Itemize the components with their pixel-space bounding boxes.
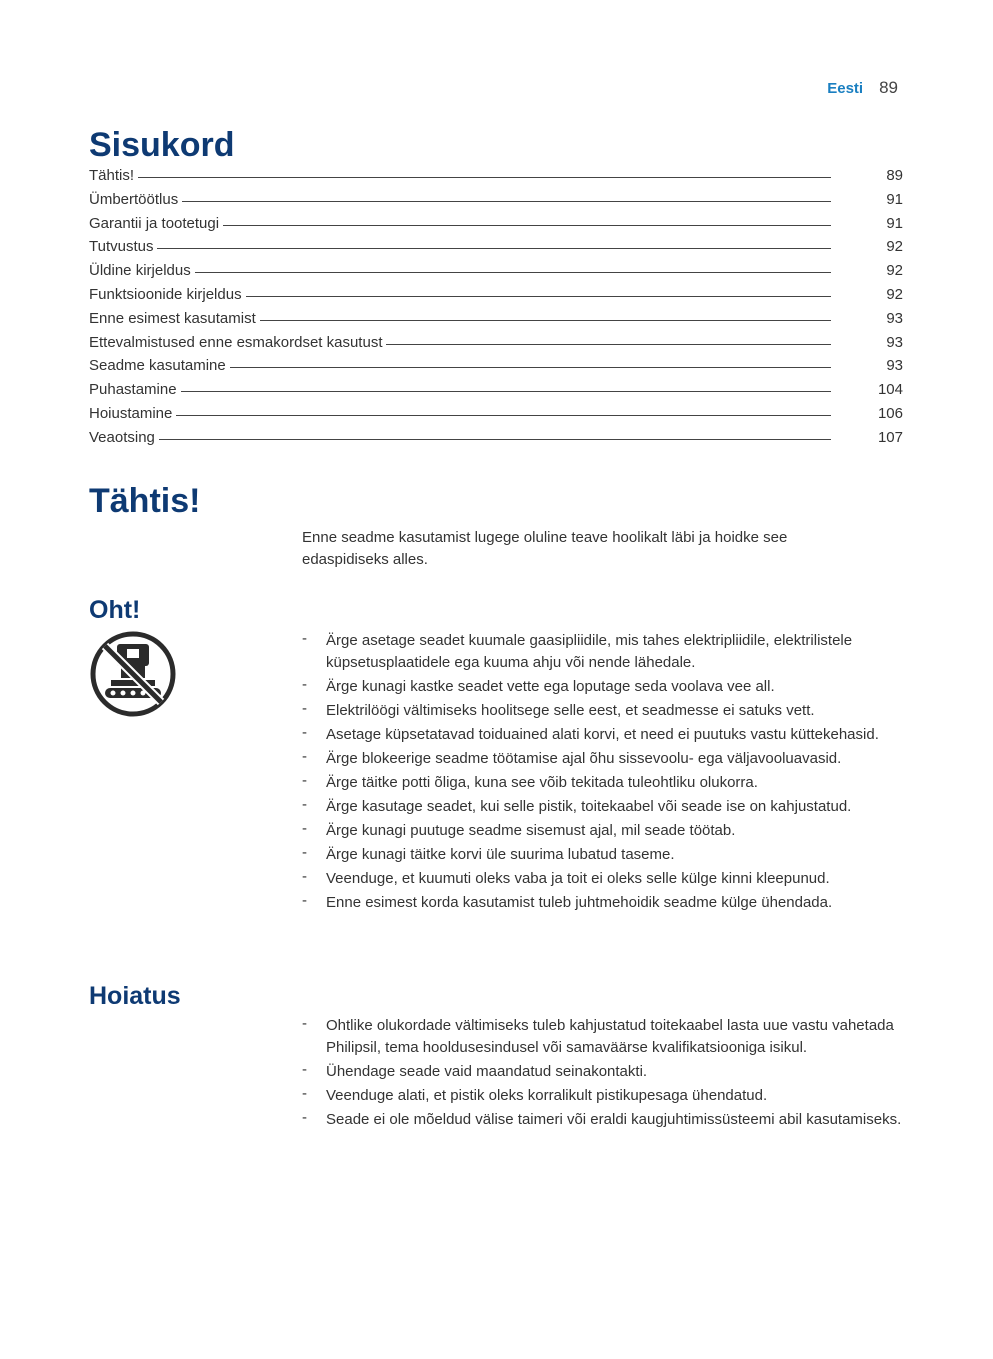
toc-leader-line bbox=[260, 320, 831, 321]
toc-entry-title: Hoiustamine bbox=[89, 404, 173, 422]
toc-entry[interactable] bbox=[89, 215, 903, 239]
toc-entry-title: Tutvustus bbox=[89, 238, 154, 256]
list-item-text: Seade ei ole mõeldud välise taimeri või eraldi kaugjuhtimissüsteemi abil kasutamiseks. bbox=[326, 1110, 902, 1128]
toc-leader-line bbox=[182, 201, 831, 202]
important-intro: Enne seadme kasutamist lugege oluline teave hoolikalt läbi ja hoidke see edaspidiseks alles. bbox=[302, 529, 788, 568]
list-item bbox=[302, 820, 902, 842]
toc-entry-page: 107 bbox=[877, 428, 903, 446]
bullet-dash: - bbox=[302, 1084, 307, 1102]
toc-title: Sisukord bbox=[89, 126, 235, 164]
toc-entry[interactable] bbox=[89, 381, 903, 405]
list-item bbox=[302, 630, 902, 673]
bullet-dash: - bbox=[302, 1015, 307, 1032]
toc-leader-line bbox=[246, 296, 831, 297]
bullet-dash: - bbox=[302, 699, 307, 717]
list-item-text: Ärge blokeerige seadme töötamise ajal õhu sissevoolu- ega väljavooluavasid. bbox=[326, 749, 842, 767]
list-item-text: Ärge kunagi täitke korvi üle suurima lubatud taseme. bbox=[326, 845, 675, 863]
toc-entry[interactable] bbox=[89, 167, 903, 191]
list-item-text: Ohtlike olukordade vältimiseks tuleb kahjustatud toitekaabel lasta uue vastu vahetada Philipsil, tema hooldusesindusel või samaväärse kvalifikatsiooniga isikul. bbox=[326, 1017, 894, 1056]
list-item bbox=[302, 748, 902, 770]
list-item bbox=[302, 1061, 902, 1083]
toc-entry[interactable] bbox=[89, 238, 903, 262]
toc-entry-title: Funktsioonide kirjeldus bbox=[89, 285, 242, 303]
table-of-contents bbox=[89, 167, 903, 453]
bullet-dash: - bbox=[302, 867, 307, 885]
toc-entry[interactable] bbox=[89, 191, 903, 215]
bullet-dash: - bbox=[302, 747, 307, 765]
list-item-text: Asetage küpsetatavad toiduained alati korvi, et need ei puutuks vastu küttekehasid. bbox=[326, 725, 879, 743]
toc-entry[interactable] bbox=[89, 262, 903, 286]
list-item-text: Ärge kunagi kastke seadet vette ega loputage seda voolava vee all. bbox=[326, 677, 775, 695]
list-item bbox=[302, 1085, 902, 1107]
toc-leader-line bbox=[230, 367, 831, 368]
bullet-dash: - bbox=[302, 630, 307, 647]
toc-entry-title: Üldine kirjeldus bbox=[89, 262, 191, 280]
bullet-dash: - bbox=[302, 1060, 307, 1078]
toc-entry-page: 91 bbox=[886, 190, 903, 208]
bullet-dash: - bbox=[302, 795, 307, 813]
list-item bbox=[302, 1109, 902, 1131]
list-item bbox=[302, 772, 902, 794]
list-item-text: Ärge kasutage seadet, kui selle pistik, toitekaabel või seade ise on kahjustatud. bbox=[326, 797, 852, 815]
language-label: Eesti bbox=[827, 80, 864, 97]
list-item bbox=[302, 676, 902, 698]
toc-entry-page: 92 bbox=[886, 262, 903, 280]
list-item-text: Veenduge, et kuumuti oleks vaba ja toit ei oleks selle külge kinni kleepunud. bbox=[326, 869, 830, 887]
toc-entry-title: Enne esimest kasutamist bbox=[89, 309, 256, 327]
toc-entry-title: Ümbertöötlus bbox=[89, 190, 179, 208]
page-header bbox=[827, 78, 898, 98]
list-item-text: Ühendage seade vaid maandatud seinakontakti. bbox=[326, 1062, 648, 1080]
toc-leader-line bbox=[195, 272, 831, 273]
toc-entry-page: 104 bbox=[877, 381, 903, 399]
bullet-dash: - bbox=[302, 891, 307, 909]
toc-entry-page: 93 bbox=[886, 333, 903, 351]
toc-leader-line bbox=[138, 177, 831, 178]
no-immersion-warning-icon bbox=[89, 630, 177, 718]
toc-entry-title: Seadme kasutamine bbox=[89, 357, 226, 375]
bullet-dash: - bbox=[302, 843, 307, 861]
toc-leader-line bbox=[223, 225, 831, 226]
toc-entry-title: Puhastamine bbox=[89, 381, 177, 399]
danger-title: Oht! bbox=[89, 596, 141, 624]
page-number: 89 bbox=[879, 78, 898, 97]
toc-entry[interactable] bbox=[89, 334, 903, 358]
toc-entry[interactable] bbox=[89, 405, 903, 429]
toc-leader-line bbox=[159, 439, 831, 440]
toc-entry-page: 93 bbox=[886, 309, 903, 327]
bullet-dash: - bbox=[302, 675, 307, 693]
toc-leader-line bbox=[181, 391, 831, 392]
bullet-dash: - bbox=[302, 1108, 307, 1126]
list-item-text: Ärge täitke potti õliga, kuna see võib tekitada tuleohtliku olukorra. bbox=[326, 773, 758, 791]
list-item-text: Elektrilöögi vältimiseks hoolitsege selle eest, et seadmesse ei satuks vett. bbox=[326, 701, 815, 719]
list-item-text: Ärge kunagi puutuge seadme sisemust ajal, mil seade töötab. bbox=[326, 821, 736, 839]
toc-entry-page: 92 bbox=[886, 238, 903, 256]
bullet-dash: - bbox=[302, 819, 307, 837]
toc-entry-title: Ettevalmistused enne esmakordset kasutust bbox=[89, 333, 383, 351]
warning-title: Hoiatus bbox=[89, 982, 181, 1010]
toc-leader-line bbox=[157, 248, 831, 249]
toc-leader-line bbox=[176, 415, 831, 416]
list-item-text: Enne esimest korda kasutamist tuleb juhtmehoidik seadme külge ühendada. bbox=[326, 893, 833, 911]
list-item-text: Ärge asetage seadet kuumale gaasipliidile, mis tahes elektripliidile, elektrilistele küpsetusplaatidele ega kuuma ahju või nende lähedale. bbox=[326, 632, 853, 671]
list-item bbox=[302, 1015, 902, 1058]
toc-entry-title: Garantii ja tootetugi bbox=[89, 214, 220, 232]
toc-entry-title: Veaotsing bbox=[89, 428, 155, 446]
toc-entry-page: 91 bbox=[886, 214, 903, 232]
toc-entry[interactable] bbox=[89, 357, 903, 381]
toc-entry-page: 92 bbox=[886, 285, 903, 303]
warning-list bbox=[302, 1015, 902, 1133]
important-title: Tähtis! bbox=[89, 482, 201, 520]
toc-entry[interactable] bbox=[89, 286, 903, 310]
list-item bbox=[302, 868, 902, 890]
list-item bbox=[302, 892, 902, 914]
list-item bbox=[302, 844, 902, 866]
toc-entry[interactable] bbox=[89, 310, 903, 334]
toc-entry-title: Tähtis! bbox=[89, 167, 135, 184]
list-item bbox=[302, 796, 902, 818]
toc-entry[interactable] bbox=[89, 429, 903, 453]
bullet-dash: - bbox=[302, 723, 307, 741]
toc-leader-line bbox=[386, 344, 831, 345]
toc-entry-page: 89 bbox=[886, 167, 903, 184]
list-item bbox=[302, 700, 902, 722]
list-item-text: Veenduge alati, et pistik oleks korralikult pistikupesaga ühendatud. bbox=[326, 1086, 768, 1104]
toc-entry-page: 106 bbox=[877, 404, 903, 422]
danger-list bbox=[302, 630, 902, 916]
bullet-dash: - bbox=[302, 771, 307, 789]
toc-entry-page: 93 bbox=[886, 357, 903, 375]
list-item bbox=[302, 724, 902, 746]
